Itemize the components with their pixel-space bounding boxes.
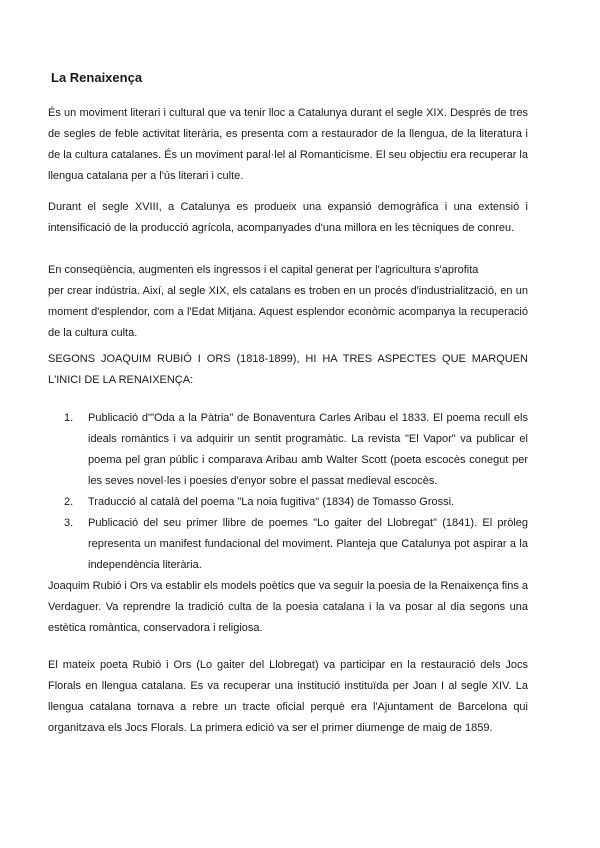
list-item-text: Publicació d'"Oda a la Pàtria" de Bonaventura Carles Aribau el 1833. El poema recull els ideals romàntics i va adquirir un sentit programàtic. La revista "El Vapor" va publicar el poema pel gran públic i comparava Aribau amb Walter Scott (poeta escocès conegut per les seves novel·les i poesies d'enyor sobre el passat medieval escocès. [88, 412, 528, 487]
list-item [64, 408, 528, 492]
paragraph-consequencia-rest: per crear indústria. Així, al segle XIX, els catalans es troben en un procés d'industrialització, en un moment d'esplendor, com a l'Edat Mitjana. Aquest esplendor econòmic acompanya la recuperació de la cultura culta. [48, 285, 528, 339]
list-item [64, 492, 528, 513]
list-item-text: Publicació del seu primer llibre de poemes "Lo gaiter del Llobregat" (1841). El pròleg representa un manifest fundacional del moviment. Planteja que Catalunya pot aspirar a la independència literària. [88, 517, 528, 571]
paragraph-consequencia [48, 260, 528, 344]
list-item-number: 1. [64, 412, 74, 424]
paragraph-segle-xviii: Durant el segle XVIII, a Catalunya es produeix una expansió demogràfica i una extensió i intensificació de la producció agrícola, acompanyades d'una millora en les tècniques de conreu. [48, 201, 528, 234]
paragraph-consequencia-line1: En conseqüència, augmenten els ingressos i el capital generat per l'agricultura s'aprofita [48, 264, 479, 276]
paragraph-intro: És un moviment literari i cultural que va tenir lloc a Catalunya durant el segle XIX. Després de tres de segles de feble activitat literària, es presenta com a restaurador de la llengua, de la literatura i de la cultura catalanes. És un moviment paral·lel al Romanticisme. El seu objectiu era recuperar la llengua catalana per a l'ús literari i culte. [48, 107, 528, 182]
paragraph-jocs-florals: El mateix poeta Rubió i Ors (Lo gaiter del Llobregat) va participar en la restauració dels Jocs Florals en llengua catalana. Es va recuperar una institució instituïda per Joan I al segle XIV. La llengua catalana tornava a rebre un tracte oficial perquè era l'Ajuntament de Barcelona qui organitzava els Jocs Florals. La primera edició va ser el primer diumenge de maig de 1859. [48, 659, 528, 734]
aspects-heading: SEGONS JOAQUIM RUBIÓ I ORS (1818-1899), HI HA TRES ASPECTES QUE MARQUEN L'INICI DE LA RENAIXENÇA: [48, 353, 528, 386]
paragraph-rubio-models: Joaquim Rubió i Ors va establir els models poètics que va seguir la poesia de la Renaixença fins a Verdaguer. Va reprendre la tradició culta de la poesia catalana i la va posar al dia segons una estètica romàntica, conservadora i religiosa. [48, 580, 528, 634]
list-item-text: Traducció al català del poema "La noia fugitiva" (1834) de Tomasso Grossi. [88, 496, 455, 508]
aspects-list [64, 408, 528, 576]
list-item-number: 3. [64, 517, 74, 529]
page-title: La Renaixença [51, 70, 143, 85]
list-item-number: 2. [64, 496, 74, 508]
list-item [64, 513, 528, 576]
